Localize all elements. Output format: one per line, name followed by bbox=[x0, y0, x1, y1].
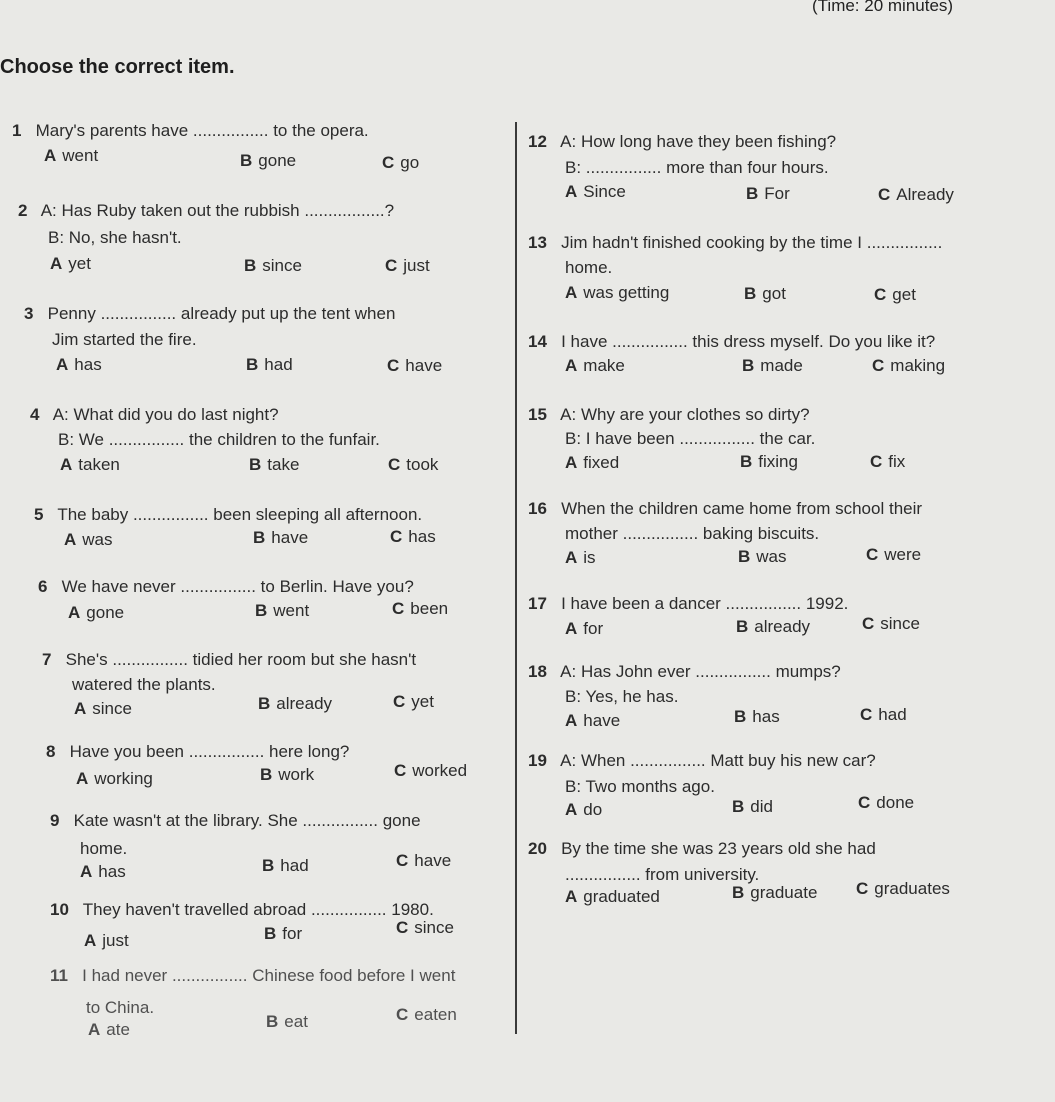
option-text: working bbox=[94, 769, 153, 788]
question-number: 8 bbox=[46, 742, 56, 761]
question-19-line-2: B: Two months ago. bbox=[565, 777, 715, 796]
question-text: Penny ................ already put up the tent when bbox=[47, 304, 396, 323]
question-18-line-2: B: Yes, he has. bbox=[565, 687, 679, 706]
option-text: just bbox=[403, 256, 430, 275]
question-6 bbox=[38, 577, 414, 597]
option-b[interactable]: B For bbox=[746, 184, 790, 203]
option-a[interactable]: A working bbox=[76, 769, 153, 788]
time-note: (Time: 20 minutes) bbox=[812, 0, 954, 15]
question-number: 12 bbox=[528, 132, 547, 151]
question-3-line-2: Jim started the fire. bbox=[52, 330, 197, 349]
option-c[interactable]: C took bbox=[388, 455, 439, 474]
option-b[interactable]: B made bbox=[742, 356, 803, 375]
question-text: Have you been ................ here long? bbox=[69, 742, 350, 761]
option-text: yet bbox=[68, 254, 91, 273]
question-number: 20 bbox=[528, 839, 547, 858]
option-text: just bbox=[102, 931, 129, 950]
question-9 bbox=[50, 811, 421, 831]
option-b[interactable]: B fixing bbox=[740, 452, 798, 471]
option-text: since bbox=[414, 918, 454, 937]
question-11 bbox=[50, 966, 455, 986]
question-number: 18 bbox=[528, 662, 547, 681]
question-number: 17 bbox=[528, 594, 547, 613]
option-text: already bbox=[754, 617, 811, 636]
option-text: for bbox=[583, 619, 604, 638]
option-b[interactable]: B had bbox=[262, 856, 309, 875]
option-text: graduates bbox=[874, 879, 950, 898]
option-c[interactable]: C has bbox=[390, 527, 436, 546]
option-text: has bbox=[74, 355, 102, 374]
option-c[interactable]: C had bbox=[860, 705, 907, 724]
option-c[interactable]: C have bbox=[396, 851, 452, 870]
question-text: We have never ................ to Berlin. Have you? bbox=[61, 577, 414, 596]
option-a[interactable]: A make bbox=[565, 356, 625, 375]
option-text: had bbox=[280, 856, 309, 875]
option-text: has bbox=[752, 707, 780, 726]
option-a[interactable]: A has bbox=[80, 862, 126, 881]
option-b[interactable]: B graduate bbox=[732, 883, 818, 902]
question-number: 5 bbox=[34, 505, 44, 524]
question-15 bbox=[528, 405, 810, 425]
option-c[interactable]: C graduates bbox=[856, 879, 950, 898]
option-text: had bbox=[878, 705, 907, 724]
option-c[interactable]: C been bbox=[392, 599, 449, 618]
option-b[interactable]: B got bbox=[744, 284, 786, 303]
option-text: ate bbox=[106, 1020, 130, 1039]
question-number: 19 bbox=[528, 751, 547, 770]
option-b[interactable]: B already bbox=[736, 617, 811, 636]
option-text: making bbox=[890, 356, 946, 375]
option-text: graduated bbox=[583, 887, 660, 906]
question-number: 9 bbox=[50, 811, 60, 830]
option-text: worked bbox=[412, 761, 468, 780]
question-number: 10 bbox=[50, 900, 69, 919]
option-b[interactable]: B gone bbox=[240, 151, 297, 170]
question-number: 15 bbox=[528, 405, 547, 424]
question-number: 13 bbox=[528, 233, 547, 252]
option-text: made bbox=[760, 356, 803, 375]
question-text: Jim hadn't finished cooking by the time I ................ bbox=[561, 233, 943, 252]
option-text: had bbox=[264, 355, 293, 374]
option-b[interactable]: B already bbox=[258, 694, 333, 713]
question-number: 16 bbox=[528, 499, 547, 518]
option-text: did bbox=[750, 797, 773, 816]
option-a[interactable]: A gone bbox=[68, 603, 125, 622]
option-a[interactable]: A graduated bbox=[565, 887, 660, 906]
option-a[interactable]: A ate bbox=[88, 1020, 130, 1039]
option-a[interactable]: A is bbox=[565, 548, 596, 567]
option-c[interactable]: C since bbox=[396, 918, 454, 937]
question-3 bbox=[24, 304, 395, 324]
question-4-line-2: B: We ................ the children to the funfair. bbox=[58, 430, 380, 449]
question-number: 4 bbox=[30, 405, 40, 424]
option-text: get bbox=[892, 285, 916, 304]
option-text: have bbox=[271, 528, 309, 547]
option-a[interactable]: A went bbox=[44, 146, 99, 165]
question-1 bbox=[12, 121, 369, 141]
question-13-line-2: home. bbox=[565, 258, 613, 277]
option-text: done bbox=[876, 793, 915, 812]
option-text: was bbox=[756, 547, 787, 566]
option-b[interactable]: B did bbox=[732, 797, 773, 816]
option-text: For bbox=[764, 184, 790, 203]
option-text: go bbox=[400, 153, 420, 172]
option-text: fixing bbox=[758, 452, 798, 471]
option-text: went bbox=[62, 146, 99, 165]
option-b[interactable]: B has bbox=[734, 707, 780, 726]
option-text: gone bbox=[86, 603, 125, 622]
option-b[interactable]: B eat bbox=[266, 1012, 308, 1031]
option-text: eat bbox=[284, 1012, 308, 1031]
option-b[interactable]: B for bbox=[264, 924, 303, 943]
question-text: A: Has John ever ................ mumps? bbox=[560, 662, 841, 681]
option-text: gone bbox=[258, 151, 297, 170]
question-text: By the time she was 23 years old she had bbox=[561, 839, 876, 858]
option-text: were bbox=[884, 545, 922, 564]
option-text: went bbox=[273, 601, 310, 620]
question-4 bbox=[30, 405, 279, 425]
option-a[interactable]: A for bbox=[565, 619, 604, 638]
option-c[interactable]: C yet bbox=[393, 692, 434, 711]
question-13 bbox=[528, 233, 942, 253]
option-text: have bbox=[414, 851, 452, 870]
option-text: Since bbox=[583, 182, 626, 201]
question-16 bbox=[528, 499, 922, 519]
question-text: They haven't travelled abroad ................ 1980. bbox=[82, 900, 434, 919]
option-c[interactable]: C worked bbox=[394, 761, 468, 780]
page-title: Choose the correct item. bbox=[0, 56, 235, 78]
question-20-line-2: ................ from university. bbox=[565, 865, 760, 884]
option-text: have bbox=[405, 356, 443, 375]
option-b[interactable]: B work bbox=[260, 765, 315, 784]
question-19 bbox=[528, 751, 876, 771]
question-number: 14 bbox=[528, 332, 547, 351]
option-a[interactable]: A was getting bbox=[565, 283, 670, 302]
option-text: has bbox=[98, 862, 126, 881]
option-b[interactable]: B take bbox=[249, 455, 300, 474]
option-b[interactable]: B have bbox=[253, 528, 309, 547]
option-a[interactable]: A Since bbox=[565, 182, 626, 201]
question-text: Kate wasn't at the library. She ................ gone bbox=[73, 811, 421, 830]
option-text: for bbox=[282, 924, 303, 943]
question-number: 2 bbox=[18, 201, 28, 220]
question-text: A: Why are your clothes so dirty? bbox=[560, 405, 810, 424]
question-text: I have been a dancer ................ 1992. bbox=[561, 594, 849, 613]
question-text: A: How long have they been fishing? bbox=[560, 132, 837, 151]
option-text: Already bbox=[896, 185, 954, 204]
option-c[interactable]: C just bbox=[385, 256, 430, 275]
question-text: When the children came home from school their bbox=[561, 499, 923, 518]
question-2-line-2: B: No, she hasn't. bbox=[48, 228, 182, 247]
option-text: take bbox=[267, 455, 300, 474]
question-12-line-2: B: ................ more than four hours. bbox=[565, 158, 829, 177]
option-c[interactable]: C have bbox=[387, 356, 443, 375]
option-b[interactable]: B since bbox=[244, 256, 302, 275]
option-c[interactable]: C since bbox=[862, 614, 920, 633]
option-text: was getting bbox=[583, 283, 670, 302]
option-text: yet bbox=[411, 692, 434, 711]
question-12 bbox=[528, 132, 836, 152]
question-text: Mary's parents have ................ to the opera. bbox=[35, 121, 369, 140]
option-text: since bbox=[92, 699, 132, 718]
option-a[interactable]: A since bbox=[74, 699, 132, 718]
option-b[interactable]: B was bbox=[738, 547, 787, 566]
option-text: work bbox=[278, 765, 315, 784]
option-b[interactable]: B went bbox=[255, 601, 310, 620]
question-text: A: Has Ruby taken out the rubbish .................? bbox=[40, 201, 395, 220]
option-text: graduate bbox=[750, 883, 818, 902]
option-c[interactable]: C fix bbox=[870, 452, 906, 471]
question-20 bbox=[528, 839, 876, 859]
question-number: 7 bbox=[42, 650, 52, 669]
question-text: The baby ................ been sleeping all afternoon. bbox=[57, 505, 423, 524]
option-text: took bbox=[406, 455, 439, 474]
question-8 bbox=[46, 742, 349, 762]
option-text: is bbox=[583, 548, 596, 567]
option-a[interactable]: A have bbox=[565, 711, 621, 730]
option-a[interactable]: A just bbox=[84, 931, 129, 950]
column-divider bbox=[515, 122, 517, 1034]
question-text: A: What did you do last night? bbox=[52, 405, 279, 424]
question-number: 11 bbox=[50, 966, 68, 985]
option-a[interactable]: A yet bbox=[50, 254, 91, 273]
question-5 bbox=[34, 505, 422, 525]
option-a[interactable]: A do bbox=[565, 800, 603, 819]
question-15-line-2: B: I have been ................ the car. bbox=[565, 429, 816, 448]
question-11-line-2: to China. bbox=[86, 998, 155, 1017]
option-text: since bbox=[262, 256, 302, 275]
option-text: eaten bbox=[414, 1005, 457, 1024]
option-text: make bbox=[583, 356, 625, 375]
question-10 bbox=[50, 900, 434, 920]
option-text: was bbox=[82, 530, 113, 549]
option-c[interactable]: C Already bbox=[878, 185, 954, 204]
question-7 bbox=[42, 650, 416, 670]
option-b[interactable]: B had bbox=[246, 355, 293, 374]
question-number: 1 bbox=[12, 121, 22, 140]
option-text: taken bbox=[78, 455, 120, 474]
option-text: fix bbox=[888, 452, 906, 471]
option-c[interactable]: C done bbox=[858, 793, 915, 812]
question-7-line-2: watered the plants. bbox=[72, 675, 216, 694]
question-14 bbox=[528, 332, 935, 352]
option-a[interactable]: A fixed bbox=[565, 453, 620, 472]
question-18 bbox=[528, 662, 841, 682]
option-c[interactable]: C eaten bbox=[396, 1005, 457, 1024]
option-text: has bbox=[408, 527, 436, 546]
option-text: have bbox=[583, 711, 621, 730]
question-text: I had never ................ Chinese food before I went bbox=[82, 966, 456, 985]
option-a[interactable]: A has bbox=[56, 355, 102, 374]
question-number: 3 bbox=[24, 304, 34, 323]
option-c[interactable]: C get bbox=[874, 285, 916, 304]
option-text: been bbox=[410, 599, 449, 618]
question-text: I have ................ this dress myself. Do you like it? bbox=[561, 332, 936, 351]
option-text: fixed bbox=[583, 453, 620, 472]
option-text: do bbox=[583, 800, 603, 819]
option-c[interactable]: C were bbox=[866, 545, 922, 564]
question-text: She's ................ tidied her room but she hasn't bbox=[65, 650, 417, 669]
option-c[interactable]: C go bbox=[382, 153, 420, 172]
option-text: got bbox=[762, 284, 786, 303]
question-2 bbox=[18, 201, 394, 221]
option-c[interactable]: C making bbox=[872, 356, 946, 375]
question-16-line-2: mother ................ baking biscuits. bbox=[565, 524, 820, 543]
option-a[interactable]: A was bbox=[64, 530, 113, 549]
option-text: since bbox=[880, 614, 920, 633]
option-text: already bbox=[276, 694, 333, 713]
question-17 bbox=[528, 594, 848, 614]
question-number: 6 bbox=[38, 577, 48, 596]
question-text: A: When ................ Matt buy his new car? bbox=[560, 751, 876, 770]
question-9-line-2: home. bbox=[80, 839, 128, 858]
option-a[interactable]: A taken bbox=[60, 455, 120, 474]
